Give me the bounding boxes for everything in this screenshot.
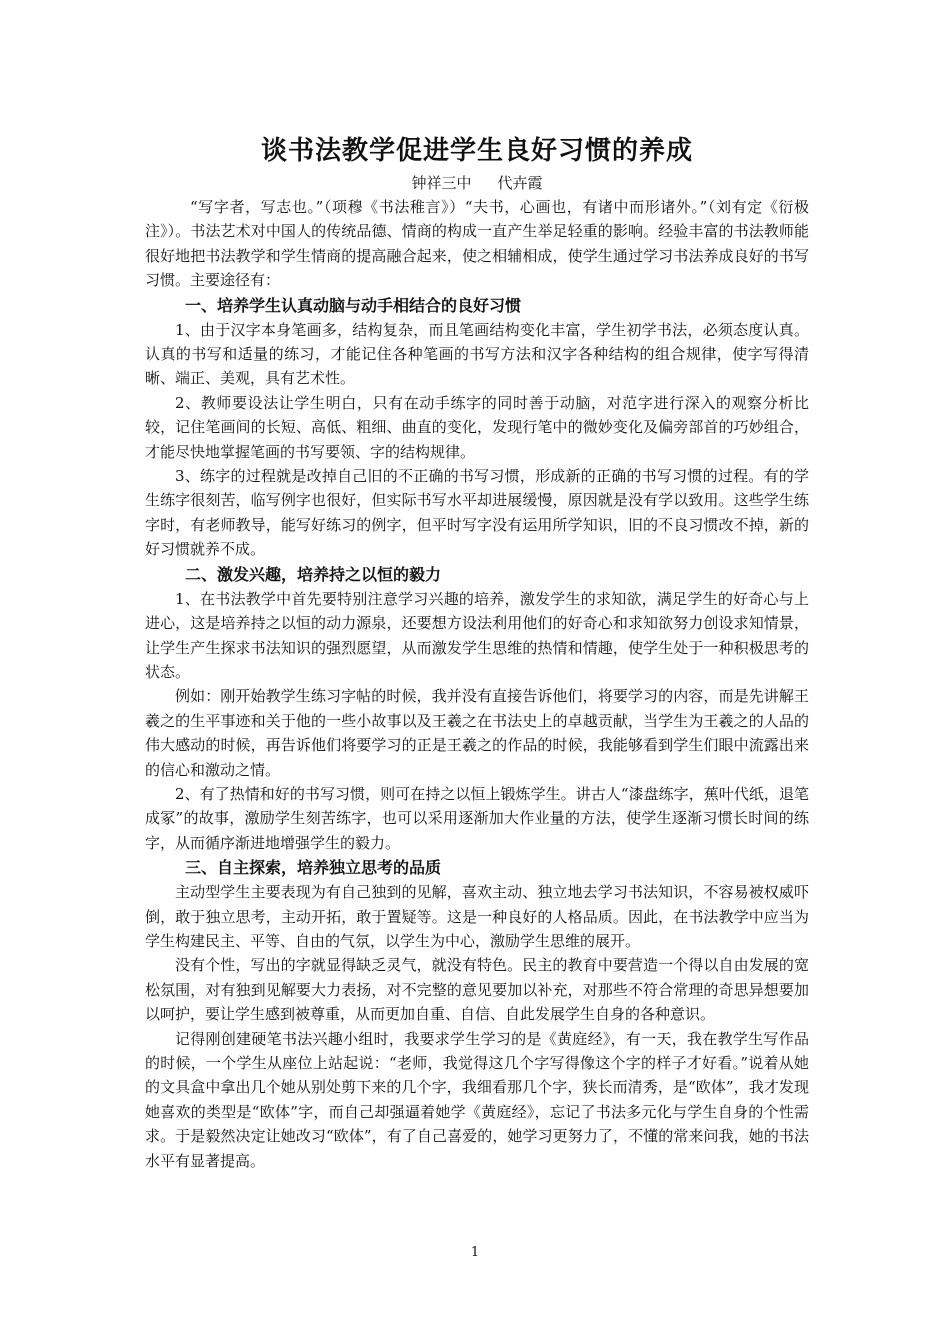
paragraph: 3、练字的过程就是改掉自己旧的不正确的书写习惯，形成新的正确的书写习惯的过程。有的学生练字很刻苦，临写例字也很好，但实际书写水平却进展缓慢，原因就是没有学以致用。这些学生练字时，有老师教导，能写好练习的例字，但平时写字没有运用所学知识，旧的不良习惯改不掉，新的好习惯就养不成。 (145, 467, 809, 559)
document-body (145, 132, 809, 1173)
intro-paragraph: “写字者，写志也。”（项穆《书法稚言》）“夫书，心画也，有诸中而形诸外。”（刘有定《衍极注》）。书法艺术对中国人的传统品德、情商的构成一直产生举足轻重的影响。经验丰富的书法教师能很好地把书法教学和学生情商的提高融合起来，使之相辅相成，使学生通过学习书法养成良好的书写习惯。主要途径有： (145, 198, 809, 290)
section-heading-3: 三、自主探索，培养独立思考的品质 (185, 858, 442, 878)
page-number: 1 (470, 1245, 480, 1260)
paragraph: 1、由于汉字本身笔画多，结构复杂，而且笔画结构变化丰富，学生初学书法，必须态度认真。认真的书写和适量的练习，才能记住各种笔画的书写方法和汉字各种结构的组合规律，使字写得清晰、端正、美观，具有艺术性。 (145, 320, 809, 388)
paragraph: 记得刚创建硬笔书法兴趣小组时，我要求学生学习的是《黄庭经》，有一天，我在教学生写作品的时候，一个学生从座位上站起说：“老师，我觉得这几个字写得像这个字的样子才好看。”说着从她的文具盒中拿出几个她从别处剪下来的几个字，我细看那几个字，狭长而清秀，是“欧体”，我才发现她喜欢的类型是“欧体”字，而自己却强逼着她学《黄庭经》，忘记了书法多元化与学生自身的个性需求。于是毅然决定让她改习“欧体”，有了自己喜爱的，她学习更努力了，不懂的常来问我，她的书法水平有显著提高。 (145, 1029, 809, 1170)
author-name: 代卉霞 (497, 174, 543, 192)
section-heading-1: 一、培养学生认真动脑与动手相结合的良好习惯 (185, 295, 522, 315)
document-title: 谈书法教学促进学生良好习惯的养成 (260, 136, 693, 166)
paragraph: 1、在书法教学中首先要特别注意学习兴趣的培养，激发学生的求知欲，满足学生的好奇心与上进心，这是培养持之以恒的动力源泉，还要想方设法利用他们的好奇心和求知欲努力创设求知情景，让学生产生探求书法知识的强烈愿望，从而激发学生思维的热情和情趣，使学生处于一种积极思考的状态。 (145, 589, 809, 681)
paragraph: 2、教师要设法让学生明白，只有在动手练字的同时善于动脑，对范字进行深入的观察分析比较，记住笔画间的长短、高低、粗细、曲直的变化，发现行笔中的微妙变化及偏旁部首的巧妙组合，才能尽快地掌握笔画的书写要领、字的结构规律。 (145, 393, 809, 461)
paragraph: 2、有了热情和好的书写习惯，则可在持之以恒上锻炼学生。讲古人“漆盘练字，蕉叶代纸，退笔成冢”的故事，激励学生刻苦练字，也可以采用逐渐加大作业量的方法，使学生逐渐习惯长时间的练字，从而循序渐进地增强学生的毅力。 (145, 784, 809, 852)
author-school: 钟祥三中 (411, 174, 472, 192)
paragraph: 没有个性，写出的字就显得缺乏灵气，就没有特色。民主的教育中要营造一个得以自由发展的宽松氛围，对有独到见解要大力表扬，对不完整的意见要加以补充，对那些不符合常理的奇思异想要加以呵护，要让学生感到被尊重，从而更加自重、自信、自此发展学生自身的各种意识。 (145, 956, 809, 1024)
paragraph: 例如：刚开始教学生练习字帖的时候，我并没有直接告诉他们，将要学习的内容，而是先讲解王羲之的生平事迹和关于他的一些小故事以及王羲之在书法史上的卓越贡献，当学生为王羲之的人品的伟大感动的时候，再告诉他们将要学习的正是王羲之的作品的时候，我能够看到学生们眼中流露出来的信心和激动之情。 (145, 687, 809, 779)
author-byline (145, 171, 809, 195)
paragraph: 主动型学生主要表现为有自己独到的见解，喜欢主动、独立地去学习书法知识，不容易被权威吓倒，敢于独立思考，主动开拓，敢于置疑等。这是一种良好的人格品质。因此，在书法教学中应当为学生构建民主、平等、自由的气氛，以学生为中心，激励学生思维的展开。 (145, 883, 809, 950)
section-heading-2: 二、激发兴趣，培养持之以恒的毅力 (185, 564, 442, 584)
